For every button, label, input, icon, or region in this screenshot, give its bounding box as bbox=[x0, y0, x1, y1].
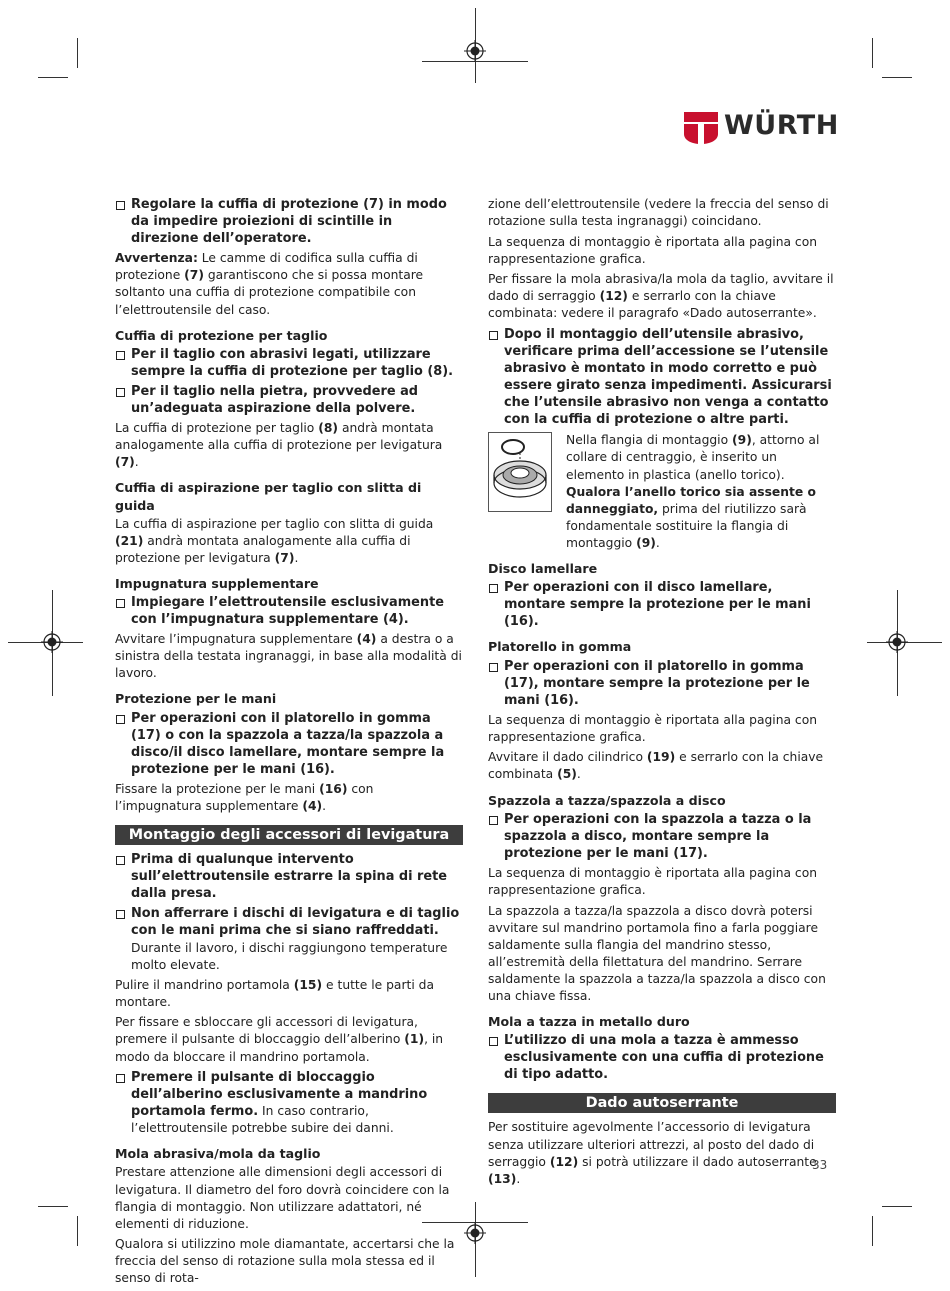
registration-mark-icon bbox=[41, 631, 63, 653]
section-heading: Cuffia di protezione per taglio bbox=[115, 327, 328, 343]
section-heading: Protezione per le mani bbox=[115, 691, 277, 707]
paragraph: Per sostituire agevolmente l’accessorio di levigatura senza utilizzare ulteriori attrezzi, al posto del dado di serraggio (12) si potrà utilizzare il dado autoserrante (13). bbox=[488, 1120, 817, 1186]
section-heading: Disco lamellare bbox=[488, 561, 598, 577]
paragraph: Pulire il mandrino portamola (15) e tutte le parti da montare. bbox=[115, 977, 435, 1009]
bullet-item: L’utilizzo di una mola a tazza è ammesso esclusivamente con una cuffia di protezione di tipo adatto. bbox=[488, 1032, 836, 1083]
registration-mark-icon bbox=[886, 631, 908, 653]
bullet-item: Per il taglio con abrasivi legati, utilizzare sempre la cuffia di protezione per taglio (8). bbox=[115, 346, 463, 380]
figure-caption: Nella flangia di montaggio (9), attorno al collare di centraggio, è inserito un elemento in plastica (anello torico). Qualora l’anello torico sia assente o danneggiato, prima del riutilizzo sarà fondamentale sostituire la flangia di montaggio (9). bbox=[566, 433, 820, 550]
paragraph: zione dell’elettroutensile (vedere la freccia del senso di rotazione sulla testa ingranaggi) coincidano. bbox=[488, 197, 829, 229]
crop-mark bbox=[882, 1206, 912, 1207]
bullet-item: Per operazioni con il platorello in gomma (17) o con la spazzola a tazza/la spazzola a disco/il disco lamellare, montare sempre la protezione per le mani (16). bbox=[115, 710, 463, 778]
bullet-item: Per operazioni con il platorello in gomma (17), montare sempre la protezione per le mani (16). bbox=[488, 658, 836, 709]
left-column bbox=[115, 196, 463, 1291]
paragraph: Qualora si utilizzino mole diamantate, accertarsi che la freccia del senso di rotazione sulla mola stessa ed il senso di rota- bbox=[115, 1237, 455, 1286]
flange-oring-figure bbox=[488, 432, 552, 512]
crop-mark bbox=[77, 38, 78, 68]
crop-mark bbox=[872, 1216, 873, 1246]
paragraph: Avvitare l’impugnatura supplementare (4) a destra o a sinistra della testata ingranaggi, in base alla modalità di lavoro. bbox=[115, 632, 462, 681]
registration-mark-icon bbox=[464, 1222, 486, 1244]
crop-mark bbox=[882, 77, 912, 78]
section-heading: Cuffia di aspirazione per taglio con slitta di guida bbox=[115, 480, 422, 513]
section-heading: Spazzola a tazza/spazzola a disco bbox=[488, 792, 726, 808]
crop-mark bbox=[38, 1206, 68, 1207]
paragraph: Avvertenza: Le camme di codifica sulla cuffia di protezione (7) garantiscono che si possa montare soltanto una cuffia di protezione compatibile con l’elettroutensile del caso. bbox=[115, 251, 424, 317]
bullet-item: Impiegare l’elettroutensile esclusivamente con l’impugnatura supplementare (4). bbox=[115, 594, 463, 628]
paragraph: La sequenza di montaggio è riportata alla pagina con rappresentazione grafica. bbox=[488, 234, 818, 266]
paragraph: Per fissare la mola abrasiva/la mola da taglio, avvitare il dado di serraggio (12) e serrarlo con la chiave combinata: vedere il paragrafo «Dado autoserrante». bbox=[488, 272, 834, 321]
section-heading: Mola abrasiva/mola da taglio bbox=[115, 1146, 321, 1162]
flange-oring-icon bbox=[489, 433, 551, 511]
section-heading: Mola a tazza in metallo duro bbox=[488, 1014, 690, 1030]
paragraph: La cuffia di aspirazione per taglio con slitta di guida (21) andrà montata analogamente alla cuffia di protezione per levigatura (7). bbox=[115, 516, 434, 565]
bullet-item: Dopo il montaggio dell’utensile abrasivo, verificare prima dell’accessione se l’utensile abrasivo è montato in modo corretto e può essere girato senza impedimenti. Assicurarsi che l’utensile abrasivo non venga a contatto con la cuffia di protezione o altre parti. bbox=[488, 326, 836, 429]
paragraph: La sequenza di montaggio è riportata alla pagina con rappresentazione grafica. bbox=[488, 712, 818, 744]
bullet-item: Non afferrare i dischi di levigatura e di taglio con le mani prima che si siano raffreddati. Durante il lavoro, i dischi raggiungono temperature molto elevate. bbox=[115, 905, 463, 973]
page-number: 33 bbox=[812, 1158, 828, 1172]
figure-row bbox=[488, 432, 836, 552]
bullet-item: Prima di qualunque intervento sull’elettroutensile estrarre la spina di rete dalla presa. bbox=[115, 851, 463, 902]
brand-wordmark: WÜRTH bbox=[724, 110, 839, 141]
paragraph: La spazzola a tazza/la spazzola a disco dovrà potersi avvitare sul mandrino portamola fino a farla poggiare saldamente sulla flangia del mandrino stesso, all’estremità della filettatura del mandrino. Serrare saldamente la spazzola a tazza/la spazzola a disco con una chiave fissa. bbox=[488, 903, 826, 1003]
right-column bbox=[488, 196, 836, 1191]
bullet-item: Regolare la cuffia di protezione (7) in modo da impedire proiezioni di scintille in direzione dell’operatore. bbox=[115, 196, 463, 247]
paragraph: Per fissare e sbloccare gli accessori di levigatura, premere il pulsante di bloccaggio dell’alberino (1), in modo da bloccare il mandrino portamola. bbox=[115, 1015, 444, 1064]
paragraph: Fissare la protezione per le mani (16) con l’impugnatura supplementare (4). bbox=[115, 781, 374, 813]
paragraph: Prestare attenzione alle dimensioni degli accessori di levigatura. Il diametro del foro dovrà coincidere con la flangia di montaggio. Non utilizzare adattatori, né elementi di riduzione. bbox=[115, 1165, 450, 1231]
section-bar-heading: Montaggio degli accessori di levigatura bbox=[115, 825, 463, 845]
bullet-item: Per operazioni con la spazzola a tazza o la spazzola a disco, montare sempre la protezione per le mani (17). bbox=[488, 811, 836, 862]
bullet-item: Per il taglio nella pietra, provvedere ad un’adeguata aspirazione della polvere. bbox=[115, 383, 463, 417]
paragraph: Avvitare il dado cilindrico (19) e serrarlo con la chiave combinata (5). bbox=[488, 750, 824, 782]
wurth-logo bbox=[684, 110, 839, 144]
crop-mark bbox=[77, 1216, 78, 1246]
crop-mark bbox=[872, 38, 873, 68]
section-heading: Platorello in gomma bbox=[488, 639, 632, 655]
paragraph: La sequenza di montaggio è riportata alla pagina con rappresentazione grafica. bbox=[488, 865, 818, 898]
wurth-logo-mark-icon bbox=[684, 112, 718, 144]
section-bar-heading: Dado autoserrante bbox=[488, 1093, 836, 1113]
bullet-item: Premere il pulsante di bloccaggio dell’alberino esclusivamente a mandrino portamola fermo. In caso contrario, l’elettroutensile potrebbe subire dei danni. bbox=[115, 1069, 463, 1137]
crop-mark bbox=[38, 77, 68, 78]
section-heading: Impugnatura supplementare bbox=[115, 575, 319, 591]
paragraph: La cuffia di protezione per taglio (8) andrà montata analogamente alla cuffia di protezione per levigatura (7). bbox=[115, 421, 443, 470]
registration-mark-icon bbox=[464, 40, 486, 62]
bullet-item: Per operazioni con il disco lamellare, montare sempre la protezione per le mani (16). bbox=[488, 579, 836, 630]
